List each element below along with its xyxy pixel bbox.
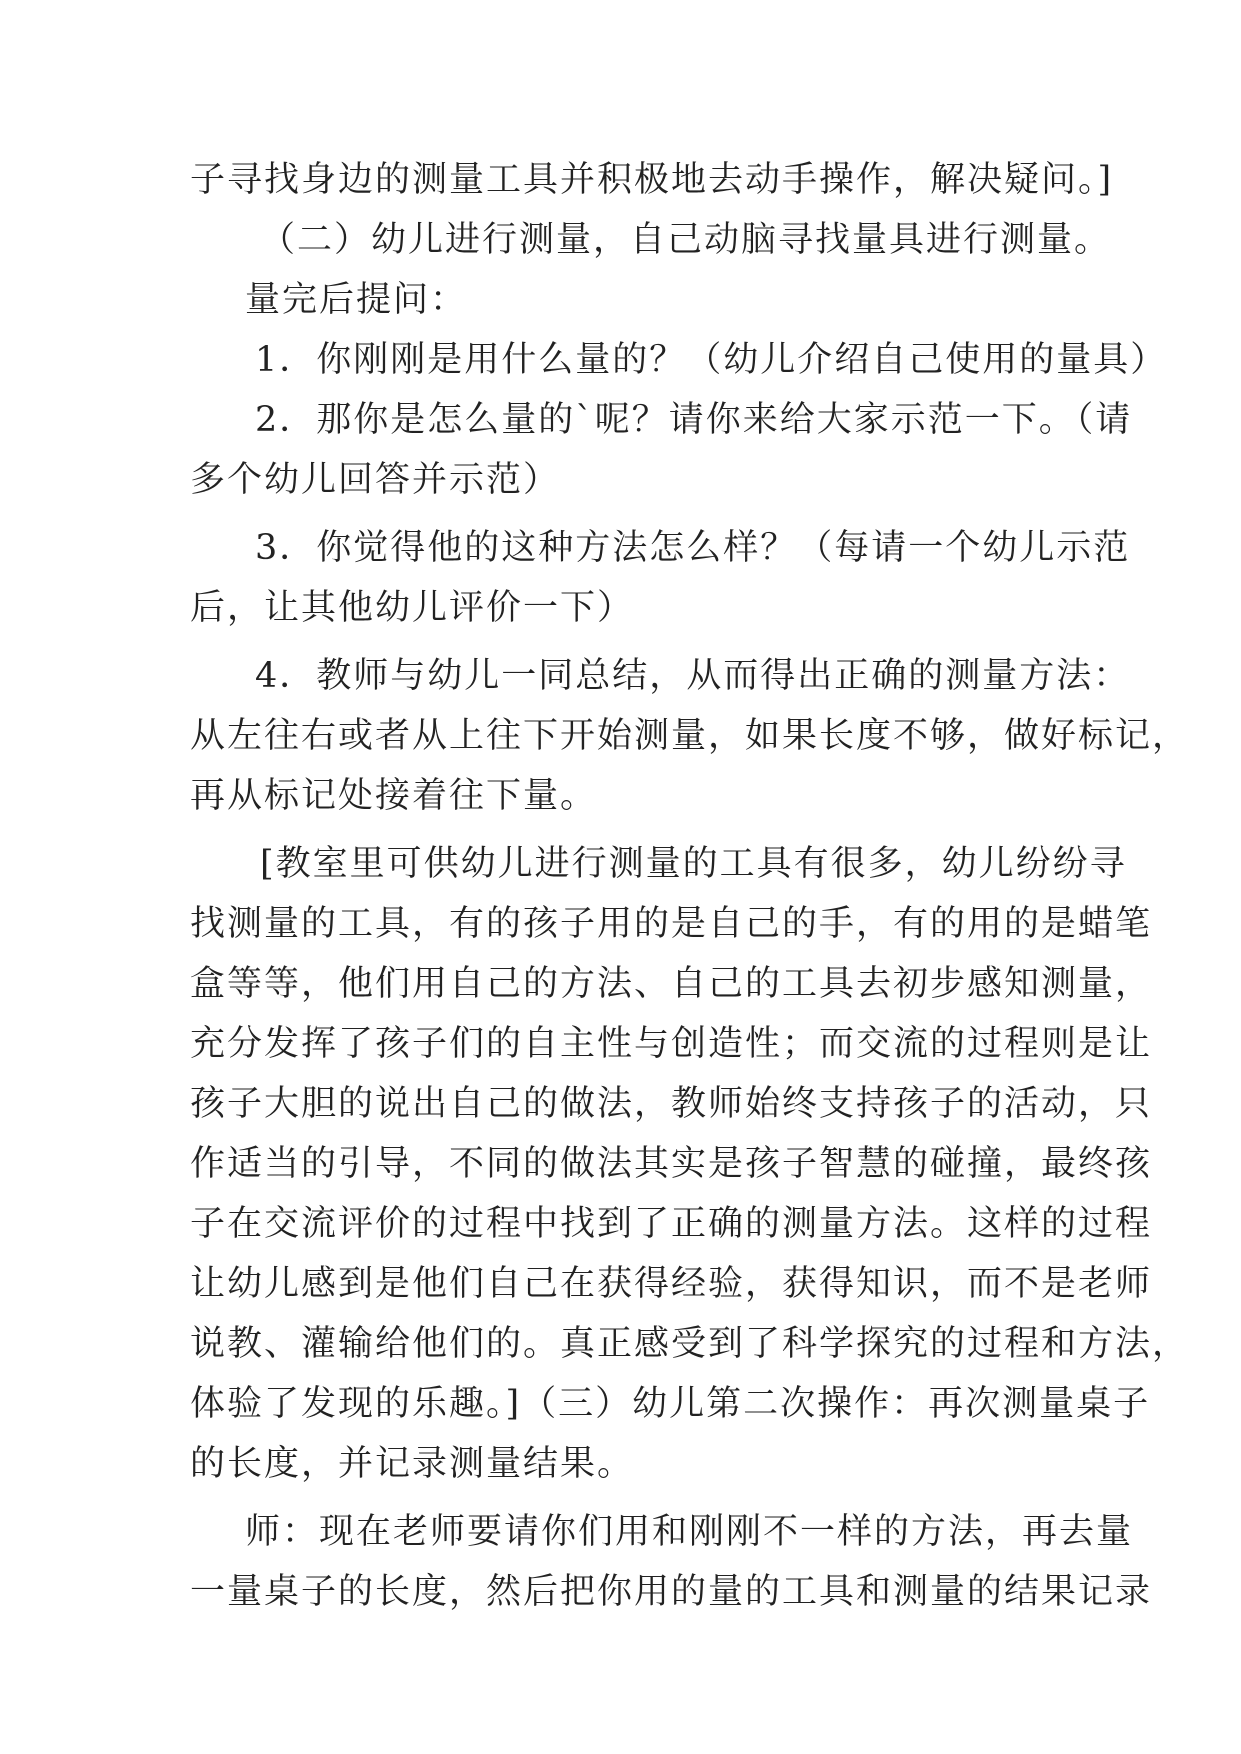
text-line: 让幼儿感到是他们自己在获得经验，获得知识，而不是老师 [190,1264,1153,1304]
text-line: 孩子大胆的说出自己的做法，教师始终支持孩子的活动，只 [190,1084,1153,1124]
text-line: 说教、灌输给他们的。真正感受到了科学探究的过程和方法， [190,1324,1190,1364]
text-line: 盒等等，他们用自己的方法、自己的工具去初步感知测量， [190,964,1153,1004]
text-line: 体验了发现的乐趣。]（三）幼儿第二次操作：再次测量桌子 [190,1384,1151,1424]
text-line: 多个幼儿回答并示范） [190,460,561,500]
text-line: 再从标记处接着往下量。 [190,776,598,816]
text-line: 量完后提问： [245,280,468,320]
paragraph-start: 师：现在老师要请你们用和刚刚不一样的方法，再去量 [245,1512,1134,1552]
text-line: 子寻找身边的测量工具并积极地去动手操作，解决疑问。] [190,160,1114,200]
section-heading: （二）幼儿进行测量，自己动脑寻找量具进行测量。 [260,220,1112,260]
list-item: 2．那你是怎么量的`呢？请你来给大家示范一下。（请 [255,400,1133,440]
text-line: 从左往右或者从上往下开始测量，如果长度不够，做好标记， [190,716,1190,756]
list-item: 3．你觉得他的这种方法怎么样？（每请一个幼儿示范 [255,528,1131,568]
list-item: 1．你刚刚是用什么量的？（幼儿介绍自己使用的量具） [255,340,1168,380]
text-line: 子在交流评价的过程中找到了正确的测量方法。这样的过程 [190,1204,1153,1244]
document-body [190,150,1190,1622]
text-line: 作适当的引导，不同的做法其实是孩子智慧的碰撞，最终孩 [190,1144,1153,1184]
text-line: 的长度，并记录测量结果。 [190,1444,635,1484]
text-line: 后，让其他幼儿评价一下） [190,588,635,628]
text-line: 充分发挥了孩子们的自主性与创造性；而交流的过程则是让 [190,1024,1153,1064]
paragraph-start: [教室里可供幼儿进行测量的工具有很多，幼儿纷纷寻 [260,844,1127,884]
text-line: 找测量的工具，有的孩子用的是自己的手，有的用的是蜡笔 [190,904,1153,944]
text-line: 一量桌子的长度，然后把你用的量的工具和测量的结果记录 [190,1572,1153,1612]
list-item: 4．教师与幼儿一同总结，从而得出正确的测量方法： [255,656,1131,696]
